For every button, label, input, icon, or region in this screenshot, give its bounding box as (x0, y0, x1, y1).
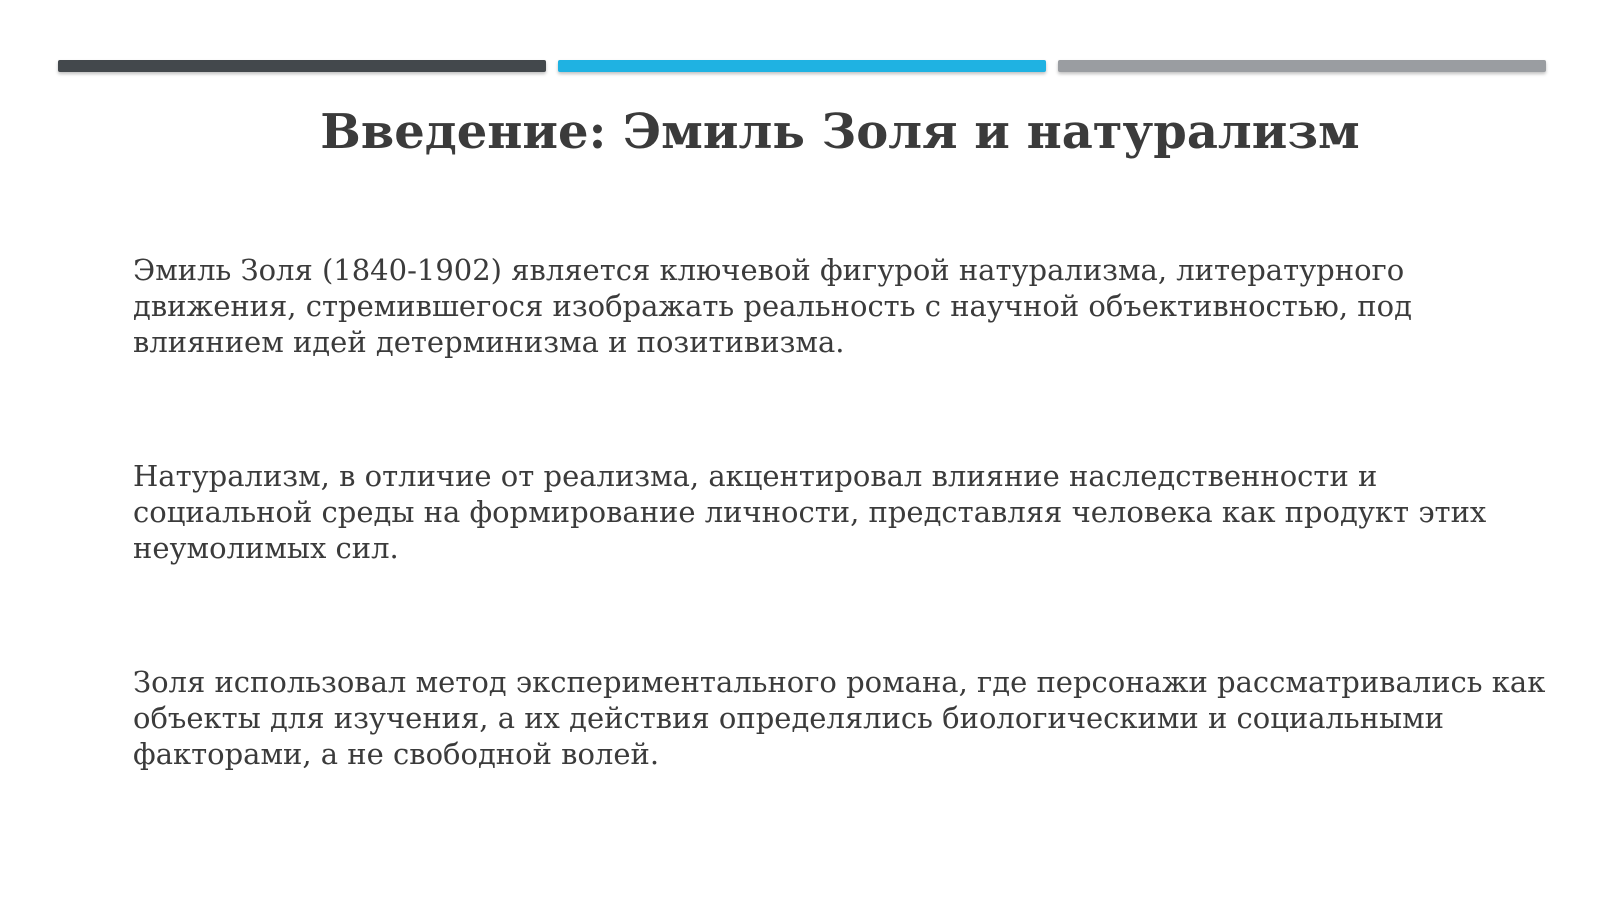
paragraph-line: Золя использовал метод экспериментального романа, где персонажи рассматривались как (133, 665, 1546, 699)
paragraph-line: Эмиль Золя (1840-1902) является ключевой фигурой натурализма, литературного (133, 253, 1405, 287)
slide-title: Введение: Эмиль Золя и натурализм (320, 104, 1360, 160)
paragraph-2 (133, 458, 1563, 566)
paragraph-line: факторами, а не свободной волей. (133, 737, 660, 771)
paragraph-line: движения, стремившегося изображать реальность с научной объективностью, под (133, 289, 1412, 323)
paragraph-1 (133, 252, 1563, 360)
paragraph-line: неумолимых сил. (133, 531, 399, 565)
paragraph-line: влиянием идей детерминизма и позитивизма. (133, 325, 845, 359)
decorative-bar-dark (58, 60, 546, 72)
decorative-bar-blue (558, 60, 1046, 72)
paragraph-line: Натурализм, в отличие от реализма, акцентировал влияние наследственности и (133, 459, 1378, 493)
decorative-bar-gray (1058, 60, 1546, 72)
paragraph-line: объекты для изучения, а их действия определялись биологическими и социальными (133, 701, 1444, 735)
slide-body (133, 252, 1563, 772)
paragraph-line: социальной среды на формирование личности, представляя человека как продукт этих (133, 495, 1487, 529)
paragraph-3 (133, 664, 1563, 772)
